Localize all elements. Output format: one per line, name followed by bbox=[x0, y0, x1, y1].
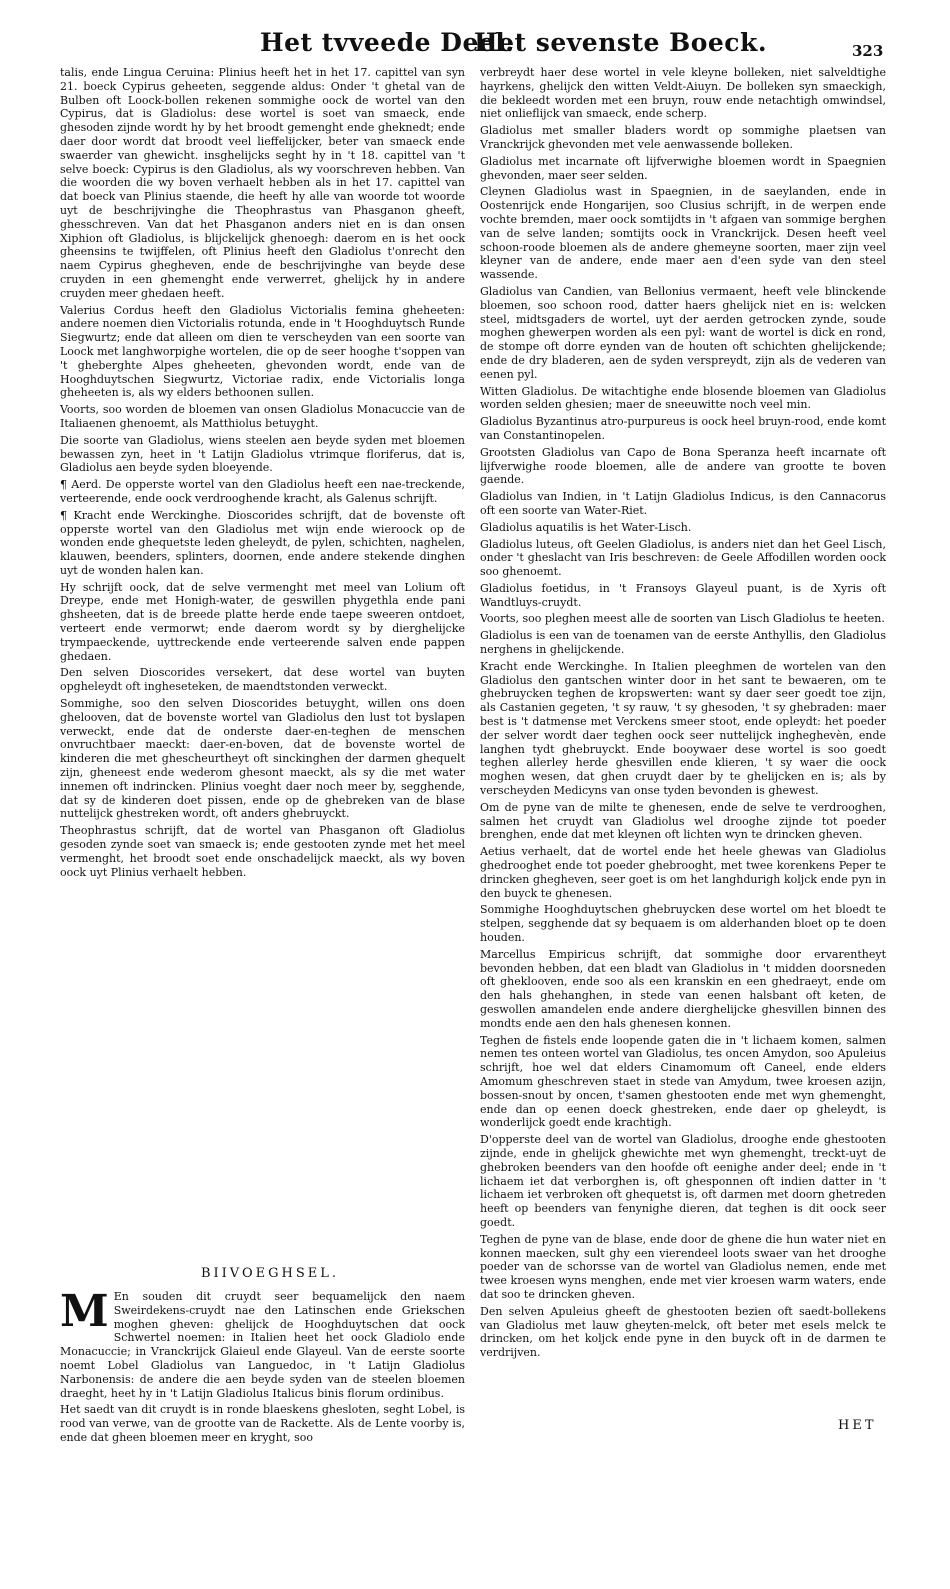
paragraph: Den selven Dioscorides versekert, dat dese wortel van buyten opgheleydt oft ingheseteken, de maendtstonden verweckt. bbox=[60, 666, 465, 694]
section-heading: BIIVOEGHSEL. bbox=[200, 1266, 339, 1281]
paragraph: Theophrastus schrijft, dat de wortel van Phasganon oft Gladiolus gesoden zynde soet van smaeck is; ende gestooten zynde met het meel vermenght, het broodt soet ende onschadelijck maeckt, als wy boven oock uyt Plinius verhaelt hebben. bbox=[60, 824, 465, 879]
paragraph: Witten Gladiolus. De witachtighe ende blosende bloemen van Gladiolus worden selden ghesien; maer de sneeuwitte noch veel min. bbox=[480, 384, 886, 412]
paragraph: Marcellus Empiricus schrijft, dat sommighe door ervarentheyt bevonden hebben, dat een bladt van Gladiolus in 't midden doorsneden oft gheklooven, ende soo als een kranskin en een ghedraeyt, ende om den hals ghehanghen, in stede van eenen halsbant oft keten, de geswollen amandelen ende andere dierghelijcke ghesvillen binnen des mondts ende aen den hals ghenesen konnen. bbox=[480, 947, 886, 1030]
paragraph: Den selven Apuleius gheeft de ghestooten bezien oft saedt-bollekens van Gladiolus met lauw gheyten-melck, oft beter met esels melck te drincken, om het koljck ende pyne in den buyck oft in de darmen te verdrijven. bbox=[480, 1304, 886, 1360]
paragraph: Grootsten Gladiolus van Capo de Bona Speranza heeft incarnate oft lijfverwighe roode bloemen, alle de andere van grootte te boven gaende. bbox=[480, 445, 886, 487]
paragraph: Voorts, soo worden de bloemen van onsen Gladiolus Monacuccie van de Italiaenen ghenoemt, als Matthiolus betuyght. bbox=[60, 403, 465, 430]
running-title-right: Het sevenste Boeck. bbox=[474, 28, 768, 57]
paragraph: Sommighe, soo den selven Dioscorides betuyght, willen ons doen ghelooven, dat de bovenste wortel van Gladiolus den lust tot byslapen verweckt, ende dat de onderste daer-en-teghen de menschen onvruchtbaer maeckt: daer-en-boven, dat de bovenste wortel de kinderen die met ghescheurtheyt oft sinckinghen der darmen ghequelt zijn, gheneest ende wederom ghesont maeckt, als sy die met water innemen oft indrincken. Plinius voeght daer noch meer by, segghende, dat sy de kinderen doet pissen, ende op de ghebreken van de blase nuttelijck ghestreken wordt, oft anders ghebruyckt. bbox=[60, 697, 465, 821]
paragraph: En souden dit cruydt seer bequamelijck den naem Sweirdekens-cruydt nae den Latinschen ende Griekschen moghen gheven: ghelijck de Hooghduytschen dat oock Schwertel noemen: in Italien heet het oock Gladiolo ende Monacuccie; in Vranckrijck Glaieul ende Glayeul. Van de eerste soorte noemt Lobel Gladiolus van Languedoc, in 't Latijn Gladiolus Narbonensis: de andere die aen beyde syden van de steelen bloemen draeght, heet hy in 't Latijn Gladiolus Italicus binis florum ordinibus. bbox=[60, 1290, 465, 1400]
addendum-block bbox=[60, 1286, 465, 1445]
paragraph: Kracht ende Werckinghe. In Italien pleeghmen de wortelen van den Gladiolus den gantschen winter door in het sant te bewaeren, om te ghebruycken teghen de kropswerten: want sy daer seer goedt toe zijn, als Castanien gegeten, 't sy rauw, 't sy ghesoden, 't sy ghebraden: maer best is 't datmense met Verckens smeer stoot, ende opleydt: het poeder der selver wordt daer teghen oock seer nuttelijck ingheghevèn, ende langhen tydt ghebruyckt. Ende booywaer dese wortel is soo goedt teghen allerley herde ghesvillen ende klieren, 't sy waer die oock moghen wesen, dat ghen cruydt daer by te ghelijcken en is; als by verscheyden Medicyns van onse tyden bevonden is ghewest. bbox=[480, 659, 886, 798]
paragraph: Gladiolus met smaller bladers wordt op sommighe plaetsen van Vranckrijck ghevonden met vele aenwassende bolleken. bbox=[480, 124, 886, 151]
paragraph: Sommighe Hooghduytschen ghebruycken dese wortel om het bloedt te stelpen, segghende dat sy bequaem is om alderhanden bloet op te doen houden. bbox=[480, 903, 886, 945]
paragraph: Voorts, soo pleghen meest alle de soorten van Lisch Gladiolus te heeten. bbox=[480, 612, 885, 626]
paragraph: Gladiolus met incarnate oft lijfverwighe bloemen wordt in Spaegnien ghevonden, maer seer selden. bbox=[480, 154, 886, 182]
paragraph: D'opperste deel van de wortel van Gladiolus, drooghe ende ghestooten zijnde, ende in ghelijck ghewichte met wyn ghemenght, treckt-uyt de ghebroken beenders van den hoofde oft eenighe ander deel; ende in 't lichaem iet dat verborghen is, oft ghesponnen oft indien datter in 't lichaem iet verbroken oft ghequetst is, oft darmen met doorn ghetreden heeft op beenders van fenynighe dieren, dat teghen is dit oock seer goedt. bbox=[480, 1133, 886, 1229]
paragraph: Het saedt van dit cruydt is in ronde blaeskens ghesloten, seght Lobel, is rood van verwe, van de grootte van de Rackette. Als de Lente voorby is, ende dat gheen bloemen meer en kryght, soo bbox=[60, 1403, 465, 1444]
paragraph: Die soorte van Gladiolus, wiens steelen aen beyde syden met bloemen bewassen zyn, heet in 't Latijn Gladiolus vtrimque floriferus, dat is, Gladiolus aen beyde syden bloeyende. bbox=[60, 433, 465, 475]
paragraph: talis, ende Lingua Ceruina: Plinius heeft het in het 17. capittel van syn 21. boeck Cypirus geheeten, seggende aldus: Onder 't ghetal van de Bulben oft Loock-bollen rekenen sommighe oock de wortel van den Cypirus, dat is Gladiolus: dese wortel is soet van smaeck, ende ghesoden zijnde wordt hy by het broodt gemenght ende gheknedt; ende daer door wordt dat broodt veel lieffelijcker, beter van smaeck ende swaerder van ghewicht. insghelijcks seght hy in 't 18. capittel van 't selve boeck: Cypirus is den Gladiolus, als wy voorschreven hebben. Van die woorden die wy boven verhaelt hebben als in het 17. capittel van dat boeck van Plinius staende, die heeft hy alle van woorde tot woorde uyt de beschrijvinghe die Theophrastus van Phasganon gheeft, ghesschreven. Van dat het Phasganon anders niet en is dan onsen Xiphion oft Gladiolus, is blijckelijck ghenoegh: daerom en is het oock gheensins te twijffelen, oft Plinius heeft den Gladiolus t'onrecht den naem Cypirus ghegheven, ende de beschrijvinghe van beyde dese cruyden in een ghemenght ende verwerret, ghelijck hy in andere cruyden meer ghedaen heeft. bbox=[60, 66, 465, 300]
paragraph: ¶ Aerd. De opperste wortel van den Gladiolus heeft een nae-treckende, verteerende, ende oock verdrooghende kracht, als Galenus schrijft. bbox=[60, 478, 465, 505]
paragraph: Gladiolus luteus, oft Geelen Gladiolus, is anders niet dan het Geel Lisch, onder 't gheslacht van Iris beschreven: de Geele Affodillen worden oock soo ghenoemt. bbox=[480, 537, 886, 579]
paragraph: Gladiolus is een van de toenamen van de eerste Anthyllis, den Gladiolus nerghens in ghelijckende. bbox=[480, 629, 886, 657]
paragraph: Teghen de fistels ende loopende gaten die in 't lichaem komen, salmen nemen tes onteen wortel van Gladiolus, tes oncen Amydon, soo Apuleius schrijft, hoe wel dat elders Cinamomum oft Caneel, ende elders Amomum gheschreven staet in stede van Amydum, twee kroesen azijn, bossen-snout by oncen, t'samen ghestooten ende met wyn ghemenght, ende dan op eenen doeck ghestreken, ende daer op gheleydt, is wonderlijck goedt ende krachtigh. bbox=[480, 1033, 886, 1130]
paragraph: Om de pyne van de milte te ghenesen, ende de selve te verdrooghen, salmen het cruydt van Gladiolus wel drooghe zijnde tot poeder brenghen, ende dat met kleynen oft lichten wyn te drincken gheven. bbox=[480, 800, 886, 842]
paragraph: Gladiolus van Indien, in 't Latijn Gladiolus Indicus, is den Cannacorus oft een soorte van Water-Riet. bbox=[480, 490, 886, 517]
paragraph: Gladiolus foetidus, in 't Fransoys Glayeul puant, is de Xyris oft Wandtluys-cruydt. bbox=[480, 581, 886, 609]
paragraph: Valerius Cordus heeft den Gladiolus Victorialis femina gheheeten: andere noemen dien Victorialis rotunda, ende in 't Hooghduytsch Runde Siegwurtz; ende dat alleen om dien te verscheyden van een soorte van Loock met langhworpighe wortelen, die op de seer hooghe t'soppen van 't gheberghte Alpes gheheeten, ghevonden wordt, ende van de Hooghduytschen Siegwurtz, Victoriae radix, ende Victorialis longa gheheeten is, als wy elders bethoonen sullen. bbox=[60, 303, 465, 400]
catchword: HET bbox=[838, 1418, 877, 1433]
paragraph: ¶ Kracht ende Werckinghe. Dioscorides schrijft, dat de bovenste oft opperste wortel van den Gladiolus met wijn ende wieroock op de wonden ende ghequetste leden gheleydt, de pylen, schichten, naghelen, klauwen, beenders, splinters, doornen, ende andere stekende dinghen uyt de wonden halen kan. bbox=[60, 508, 465, 577]
right-column bbox=[480, 66, 886, 1363]
left-column bbox=[60, 66, 465, 882]
paragraph: Teghen de pyne van de blase, ende door de ghene die hun water niet en konnen maecken, sult ghy een vierendeel loots swaer van het drooghe poeder van de schorsse van de wortel van Gladiolus nemen, ende met twee kroesen wyns menghen, ende met vier kroesen warm waters, ende dat soo te drincken gheven. bbox=[480, 1232, 886, 1301]
paragraph: verbreydt haer dese wortel in vele kleyne bolleken, niet salveldtighe hayrkens, ghelijck den witten Veldt-Aiuyn. De bolleken syn smaeckigh, die bekleedt worden met een bruyn, rouw ende netachtigh omwindsel, niet onlieflijck van smaeck, ende scherp. bbox=[480, 66, 886, 121]
page-number: 323 bbox=[852, 42, 884, 60]
paragraph: Gladiolus van Candien, van Bellonius vermaent, heeft vele blinckende bloemen, soo schoon rood, datter haers ghelijck niet en is: welcken steel, midtsgaders de wortel, uyt der aerden getrocken zynde, soude moghen ghewerpen worden als een pyl: want de wortel is dick en rond, de stompe oft dorre eynden van de houten oft schichten ghelijckende; ende de dry bladeren, aen de syden verspreydt, zijn als de vederen van eenen pyl. bbox=[480, 284, 886, 381]
paragraph: Aetius verhaelt, dat de wortel ende het heele ghewas van Gladiolus ghedrooghet ende tot poeder ghebrooght, met twee korenkens Peper te drincken ghegheven, seer goet is om het langhdurigh koljck ende pyn in den buyck te ghenesen. bbox=[480, 845, 886, 900]
paragraph: Hy schrijft oock, dat de selve vermenght met meel van Lolium oft Dreype, ende met Honigh-water, de geswillen phygethla ende pani ghsheeten, dat is de breede platte herde ende taepe sweeren ontdoet, verteert ende vermorwt; ende daerom wordt sy by dierghelijcke trympaeckende, uyttreckende ende verteerende salven ende pappen ghedaen. bbox=[60, 580, 465, 663]
paragraph: Gladiolus Byzantinus atro-purpureus is oock heel bruyn-rood, ende komt van Constantinopelen. bbox=[480, 415, 886, 442]
running-title-left: Het tvveede Deel. bbox=[260, 28, 515, 57]
paragraph: Gladiolus aquatilis is het Water-Lisch. bbox=[480, 520, 692, 534]
drop-capital: M bbox=[60, 1286, 109, 1337]
paragraph: Cleynen Gladiolus wast in Spaegnien, in de saeylanden, ende in Oostenrijck ende Hongarijen, soo Clusius schrijft, in de werpen ende vochte bremden, maer oock somtijdts in 't afgaen van sommige berghen van de selve landen; somtijts oock in Vranckrijck. Desen heeft veel schoon-roode bloemen als de andere ghemeyne soorten, maer zijn veel kleyner van de andere, ende maer aen d'een syde van den steel wassende. bbox=[480, 185, 886, 282]
